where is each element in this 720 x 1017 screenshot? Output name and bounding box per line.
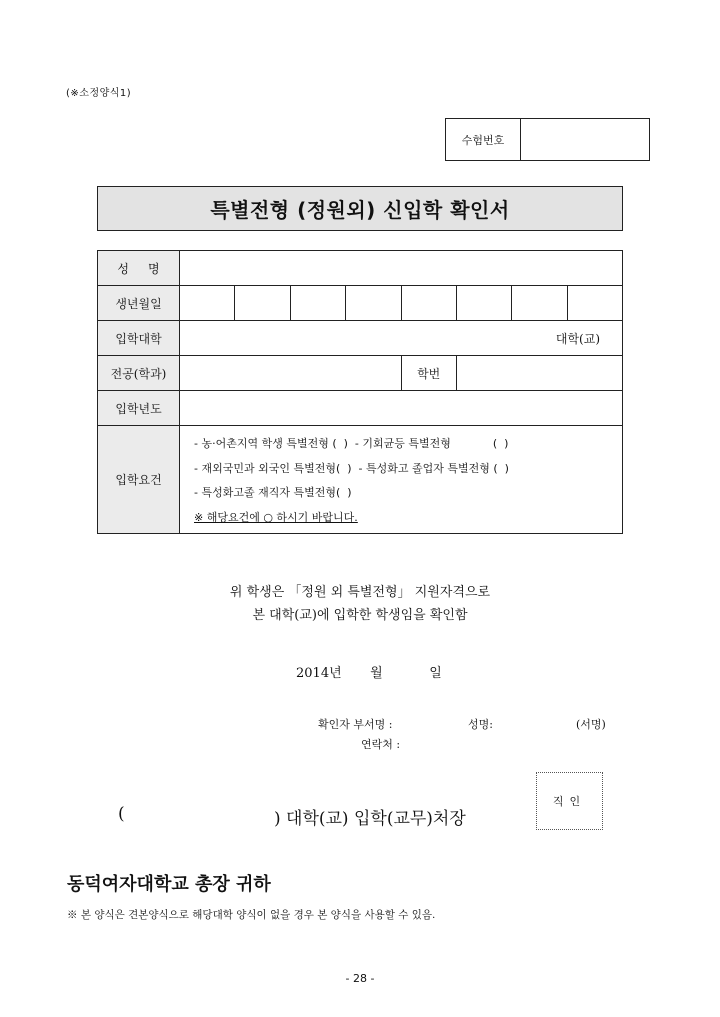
date-year: 2014년	[296, 666, 342, 681]
statement-line-1: 위 학생은 「정원 외 특별전형」 지원자격으로	[229, 585, 491, 600]
addressee: 동덕여자대학교 총장 귀하	[67, 874, 271, 895]
confirmer-dept: 확인자 부서명 :	[318, 718, 393, 731]
page-title: 특별전형 (정원외) 신입학 확인서	[97, 186, 623, 231]
statement-line-2: 본 대학(교)에 입학한 학생임을 확인함	[252, 608, 468, 623]
college-row	[98, 321, 623, 356]
major-row	[98, 356, 623, 391]
student-info-table	[97, 250, 623, 534]
confirmer-name: 성명:	[468, 718, 493, 731]
college-name-blank[interactable]: (	[118, 804, 125, 824]
year-field[interactable]	[180, 391, 623, 426]
birth-digit-cell[interactable]	[290, 286, 345, 321]
student-id-label: 학번	[401, 356, 456, 391]
birth-digit-cell[interactable]	[401, 286, 456, 321]
exam-number-label: 수험번호	[446, 119, 521, 160]
name-label: 성 명	[98, 251, 180, 286]
name-row	[98, 251, 623, 286]
dean-title: ) 대학(교) 입학(교무)처장	[274, 809, 466, 829]
date-month: 월	[370, 666, 383, 681]
condition-field[interactable]	[180, 426, 623, 534]
major-field[interactable]	[180, 356, 402, 391]
condition-item[interactable]: - 특성화고졸 재직자 특별전형( )	[194, 486, 352, 499]
name-field[interactable]	[180, 251, 623, 286]
year-label: 입학년도	[98, 391, 180, 426]
confirmer-signature: (서명)	[576, 718, 606, 731]
birth-digit-cell[interactable]	[346, 286, 401, 321]
condition-item[interactable]: - 재외국민과 외국인 특별전형( ) - 특성화고 졸업자 특별전형 ( )	[194, 461, 509, 475]
birth-row	[98, 286, 623, 321]
dean-title-line	[118, 804, 466, 829]
exam-number-box	[445, 118, 650, 161]
birth-label: 생년월일	[98, 286, 180, 321]
official-seal-box: 직인	[536, 772, 603, 830]
birth-digit-cell[interactable]	[456, 286, 511, 321]
year-row	[98, 391, 623, 426]
birth-digit-cell[interactable]	[235, 286, 290, 321]
college-suffix: 대학(교)	[555, 331, 600, 346]
date-day: 일	[429, 666, 442, 681]
student-id-field[interactable]	[456, 356, 622, 391]
condition-row	[98, 426, 623, 534]
major-label: 전공(학과)	[98, 356, 180, 391]
page-number: - 28 -	[345, 972, 375, 985]
birth-digit-cell[interactable]	[567, 286, 622, 321]
college-label: 입학대학	[98, 321, 180, 356]
form-number-tag: (※소정양식1)	[66, 88, 132, 99]
date-line	[296, 662, 442, 681]
condition-list	[180, 426, 622, 530]
condition-note: ※ 해당요건에 ○ 하시기 바랍니다.	[194, 510, 358, 524]
exam-number-field[interactable]	[521, 119, 649, 160]
condition-label: 입학요건	[98, 426, 180, 534]
college-field[interactable]	[180, 321, 623, 356]
birth-digit-cell[interactable]	[512, 286, 567, 321]
confirmer-contact: 연락처 :	[361, 738, 401, 751]
birth-digit-cell[interactable]	[180, 286, 235, 321]
footnote: ※ 본 양식은 견본양식으로 해당대학 양식이 없을 경우 본 양식을 사용할 수 있음.	[67, 909, 436, 921]
condition-item[interactable]: - 농·어촌지역 학생 특별전형 ( ) - 기회균등 특별전형 ( )	[194, 437, 509, 450]
